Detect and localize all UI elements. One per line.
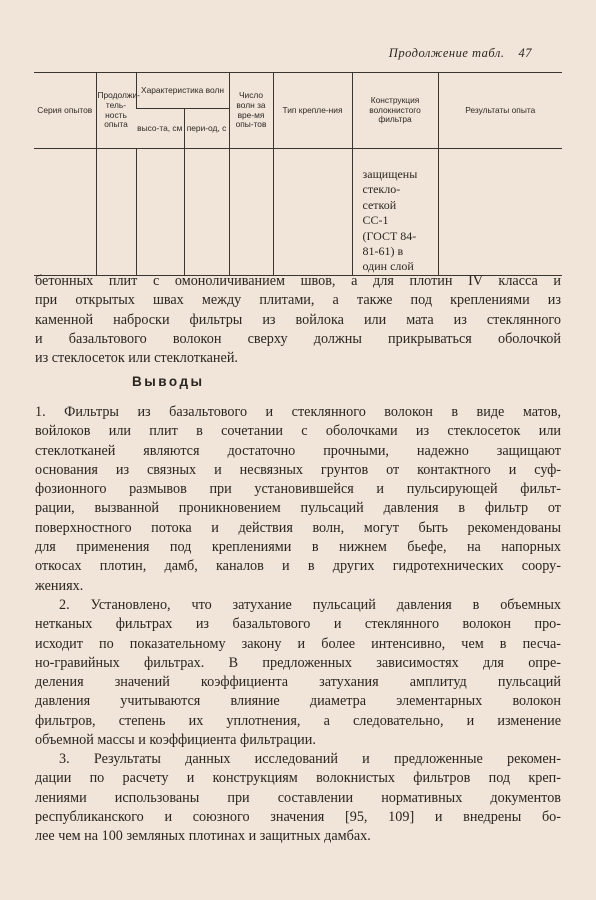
text-line: откосах плотин, дамб, каналов и в других гидротехнических соору- — [35, 558, 561, 575]
text-line: бетонных плит с омоноличиванием швов, а для плотин IV класса и — [35, 273, 561, 289]
header-wave-count: Число волн за вре-мя опы-тов — [229, 73, 273, 149]
text-line: 2. Установлено, что затухание пульсаций давления в объемных — [59, 597, 561, 613]
table-continuation-label: Продолжение табл. — [388, 46, 505, 60]
cell-filter-construction — [352, 149, 438, 276]
text-line: основания из связных и несвязных грунтов от контактного и суф- — [35, 461, 561, 478]
filter-line: стекло- — [362, 182, 401, 197]
filter-line: 81-61) в — [362, 244, 404, 259]
text-line: и базальтового волокон сверху должны прикрываться оболочкой — [35, 330, 561, 347]
text-line: исходит по показательному закону и более интенсивно, чем в песча- — [35, 635, 561, 652]
running-head — [389, 46, 532, 61]
text-line: стеклотканей являются достаточно прочными, надежно защищают — [35, 442, 561, 459]
text-line: 3. Результаты данных исследований и предложенные рекомен- — [59, 751, 561, 767]
header-wave-height: высо-та, см — [136, 109, 184, 149]
section-heading: Выводы — [132, 374, 205, 389]
text-line: республиканского и союзного значения [95, 109] и внедрены бо- — [35, 808, 561, 825]
cell-series — [34, 149, 96, 276]
text-line: поверхностного потока и действия волн, могут быть рекомендованы — [35, 519, 561, 536]
conclusion-paragraph-1 — [35, 403, 561, 596]
cell-duration — [96, 149, 136, 276]
table-row — [34, 149, 562, 276]
filter-line: один слой — [362, 259, 414, 274]
header-series: Серия опытов — [34, 73, 96, 149]
header-results: Результаты опыта — [438, 73, 562, 149]
text-line: лениями использованы при составлении нормативных документов — [35, 789, 561, 806]
header-wave-characteristics: Характеристика волн — [136, 73, 229, 109]
filter-line: сеткой — [362, 197, 397, 212]
cell-fixing-type — [273, 149, 352, 276]
conclusion-paragraph-3 — [35, 750, 561, 846]
text-line: давления учитываются влияние диаметра элементарных волокон — [35, 693, 561, 710]
continued-table — [34, 72, 562, 276]
cell-results — [438, 149, 562, 276]
header-duration: Продолжи-тель-ность опыта — [96, 73, 136, 149]
text-line: войлоков или плит в сочетании с оболочками из стеклосеток или — [35, 423, 561, 440]
intro-paragraph — [35, 272, 561, 368]
filter-line: защищены — [362, 167, 418, 181]
text-line: жениях. — [35, 577, 84, 594]
conclusion-paragraph-2 — [35, 596, 561, 750]
cell-wave-count — [229, 149, 273, 276]
text-line: фозионного размывов при установившейся и пульсирующей фильт- — [35, 481, 561, 498]
text-line: но-гравийных фильтрах. В предложенных зависимостях для опре- — [35, 654, 561, 671]
text-line: 1. Фильтры из базальтового и стеклянного волокон в виде матов, — [35, 404, 561, 420]
text-line: лее чем на 100 земляных плотинах и защитных дамбах. — [35, 828, 371, 845]
text-line: рации, вызванной проникновением пульсаций давления в фильтр от — [35, 500, 561, 517]
text-line: деления значений коэффициента затухания амплитуд пульсаций — [35, 674, 561, 691]
header-wave-period: пери-од, с — [184, 109, 229, 149]
text-line: дации по расчету и конструкциям волокнистых фильтров под креп- — [35, 770, 561, 787]
header-fixing-type: Тип крепле-ния — [273, 73, 352, 149]
text-line: фильтров, степень их уплотнения, а следовательно, и изменение — [35, 712, 561, 729]
header-filter-construction: Конструкция волокнистого фильтра — [352, 73, 438, 149]
cell-wave-period — [184, 149, 229, 276]
text-line: при открытых швах между плитами, а также под креплениями из — [35, 292, 561, 309]
text-line: нетканых фильтрах из базальтового и стеклянного волокон про- — [35, 616, 561, 633]
text-line: для применения под креплениями в нижнем бьефе, на напорных — [35, 539, 561, 556]
filter-line: (ГОСТ 84- — [362, 228, 417, 243]
page-number: 47 — [518, 46, 532, 60]
text-line: каменной наброски фильтры из войлока или мата из стеклянного — [35, 311, 561, 328]
text-line: объемной массы и коэффициента фильтрации. — [35, 732, 316, 749]
text-line: из стеклосеток или стеклотканей. — [35, 350, 238, 367]
filter-line: СС-1 — [362, 213, 389, 228]
cell-wave-height — [136, 149, 184, 276]
